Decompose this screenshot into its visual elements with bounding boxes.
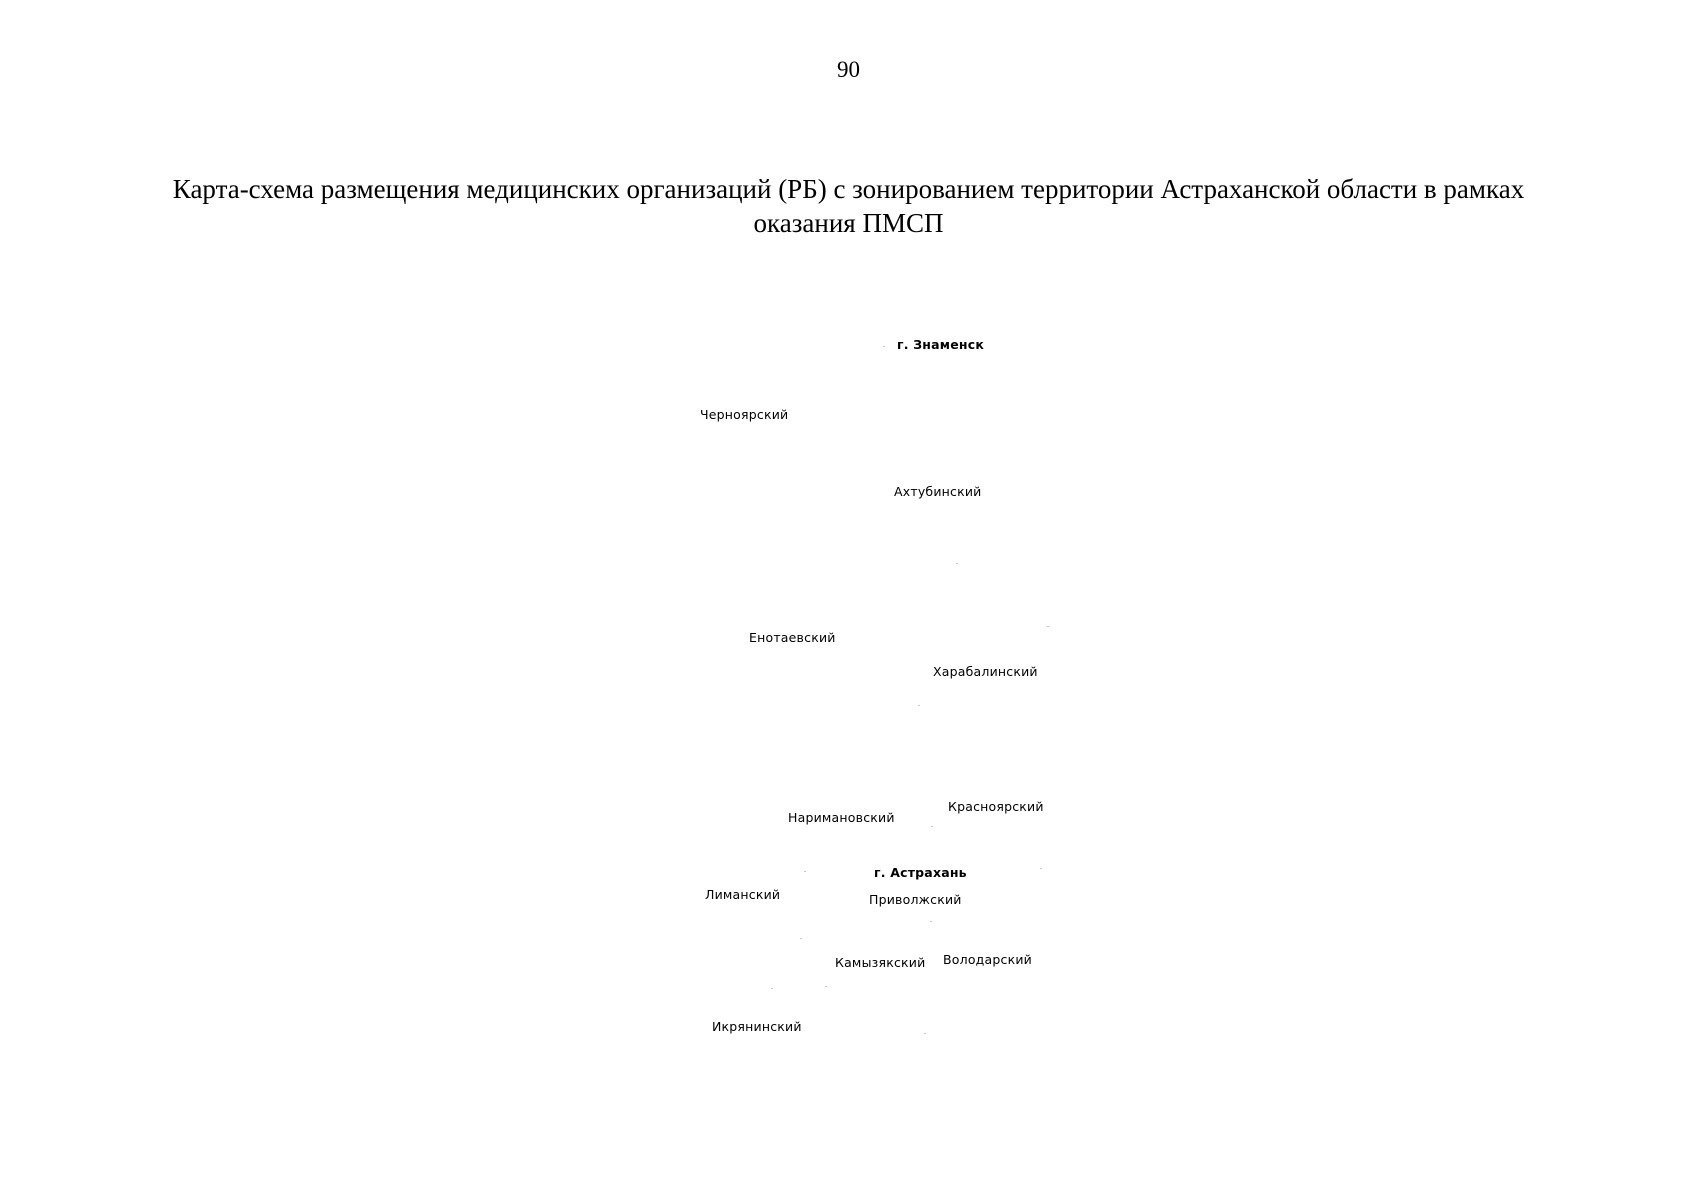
map-speck	[804, 871, 806, 872]
map-label-kamyzyaksky: Камызякский	[835, 955, 926, 970]
map-label-narimanovsky: Наримановский	[788, 810, 895, 825]
page-number: 90	[837, 57, 860, 82]
map-label-limansky: Лиманский	[705, 887, 781, 902]
map-speck	[930, 921, 932, 922]
map-speck	[1040, 868, 1042, 869]
map-label-volodarsky: Володарский	[943, 952, 1032, 967]
map-speck	[931, 826, 933, 827]
map-label-astrakhan: г. Астрахань	[874, 865, 967, 880]
map-label-enotaevsky: Енотаевский	[749, 630, 836, 645]
map-label-krasnoyarsky: Красноярский	[948, 799, 1044, 814]
map-label-ikryaninsky: Икрянинский	[712, 1019, 802, 1034]
map-speck	[918, 705, 920, 706]
title-line-2: оказания ПМСП	[753, 208, 944, 238]
map-speck	[1047, 626, 1049, 627]
map-speck	[883, 346, 885, 347]
map-label-kharabalinsky: Харабалинский	[933, 664, 1038, 679]
map-speck	[956, 563, 958, 564]
map-speck	[924, 1033, 926, 1034]
map-label-privolzhsky: Приволжский	[869, 892, 962, 907]
map-label-chernoyarsky: Черноярский	[700, 407, 789, 422]
map-speck	[800, 938, 802, 939]
map-label-znamensk: г. Знаменск	[897, 337, 985, 352]
title-line-1: Карта-схема размещения медицинских организаций (РБ) с зонированием территории Астраханской области в рамках	[172, 174, 1525, 204]
map-label-akhtubinsky: Ахтубинский	[894, 484, 982, 499]
map-speck	[825, 986, 827, 987]
map-speck	[771, 988, 773, 989]
